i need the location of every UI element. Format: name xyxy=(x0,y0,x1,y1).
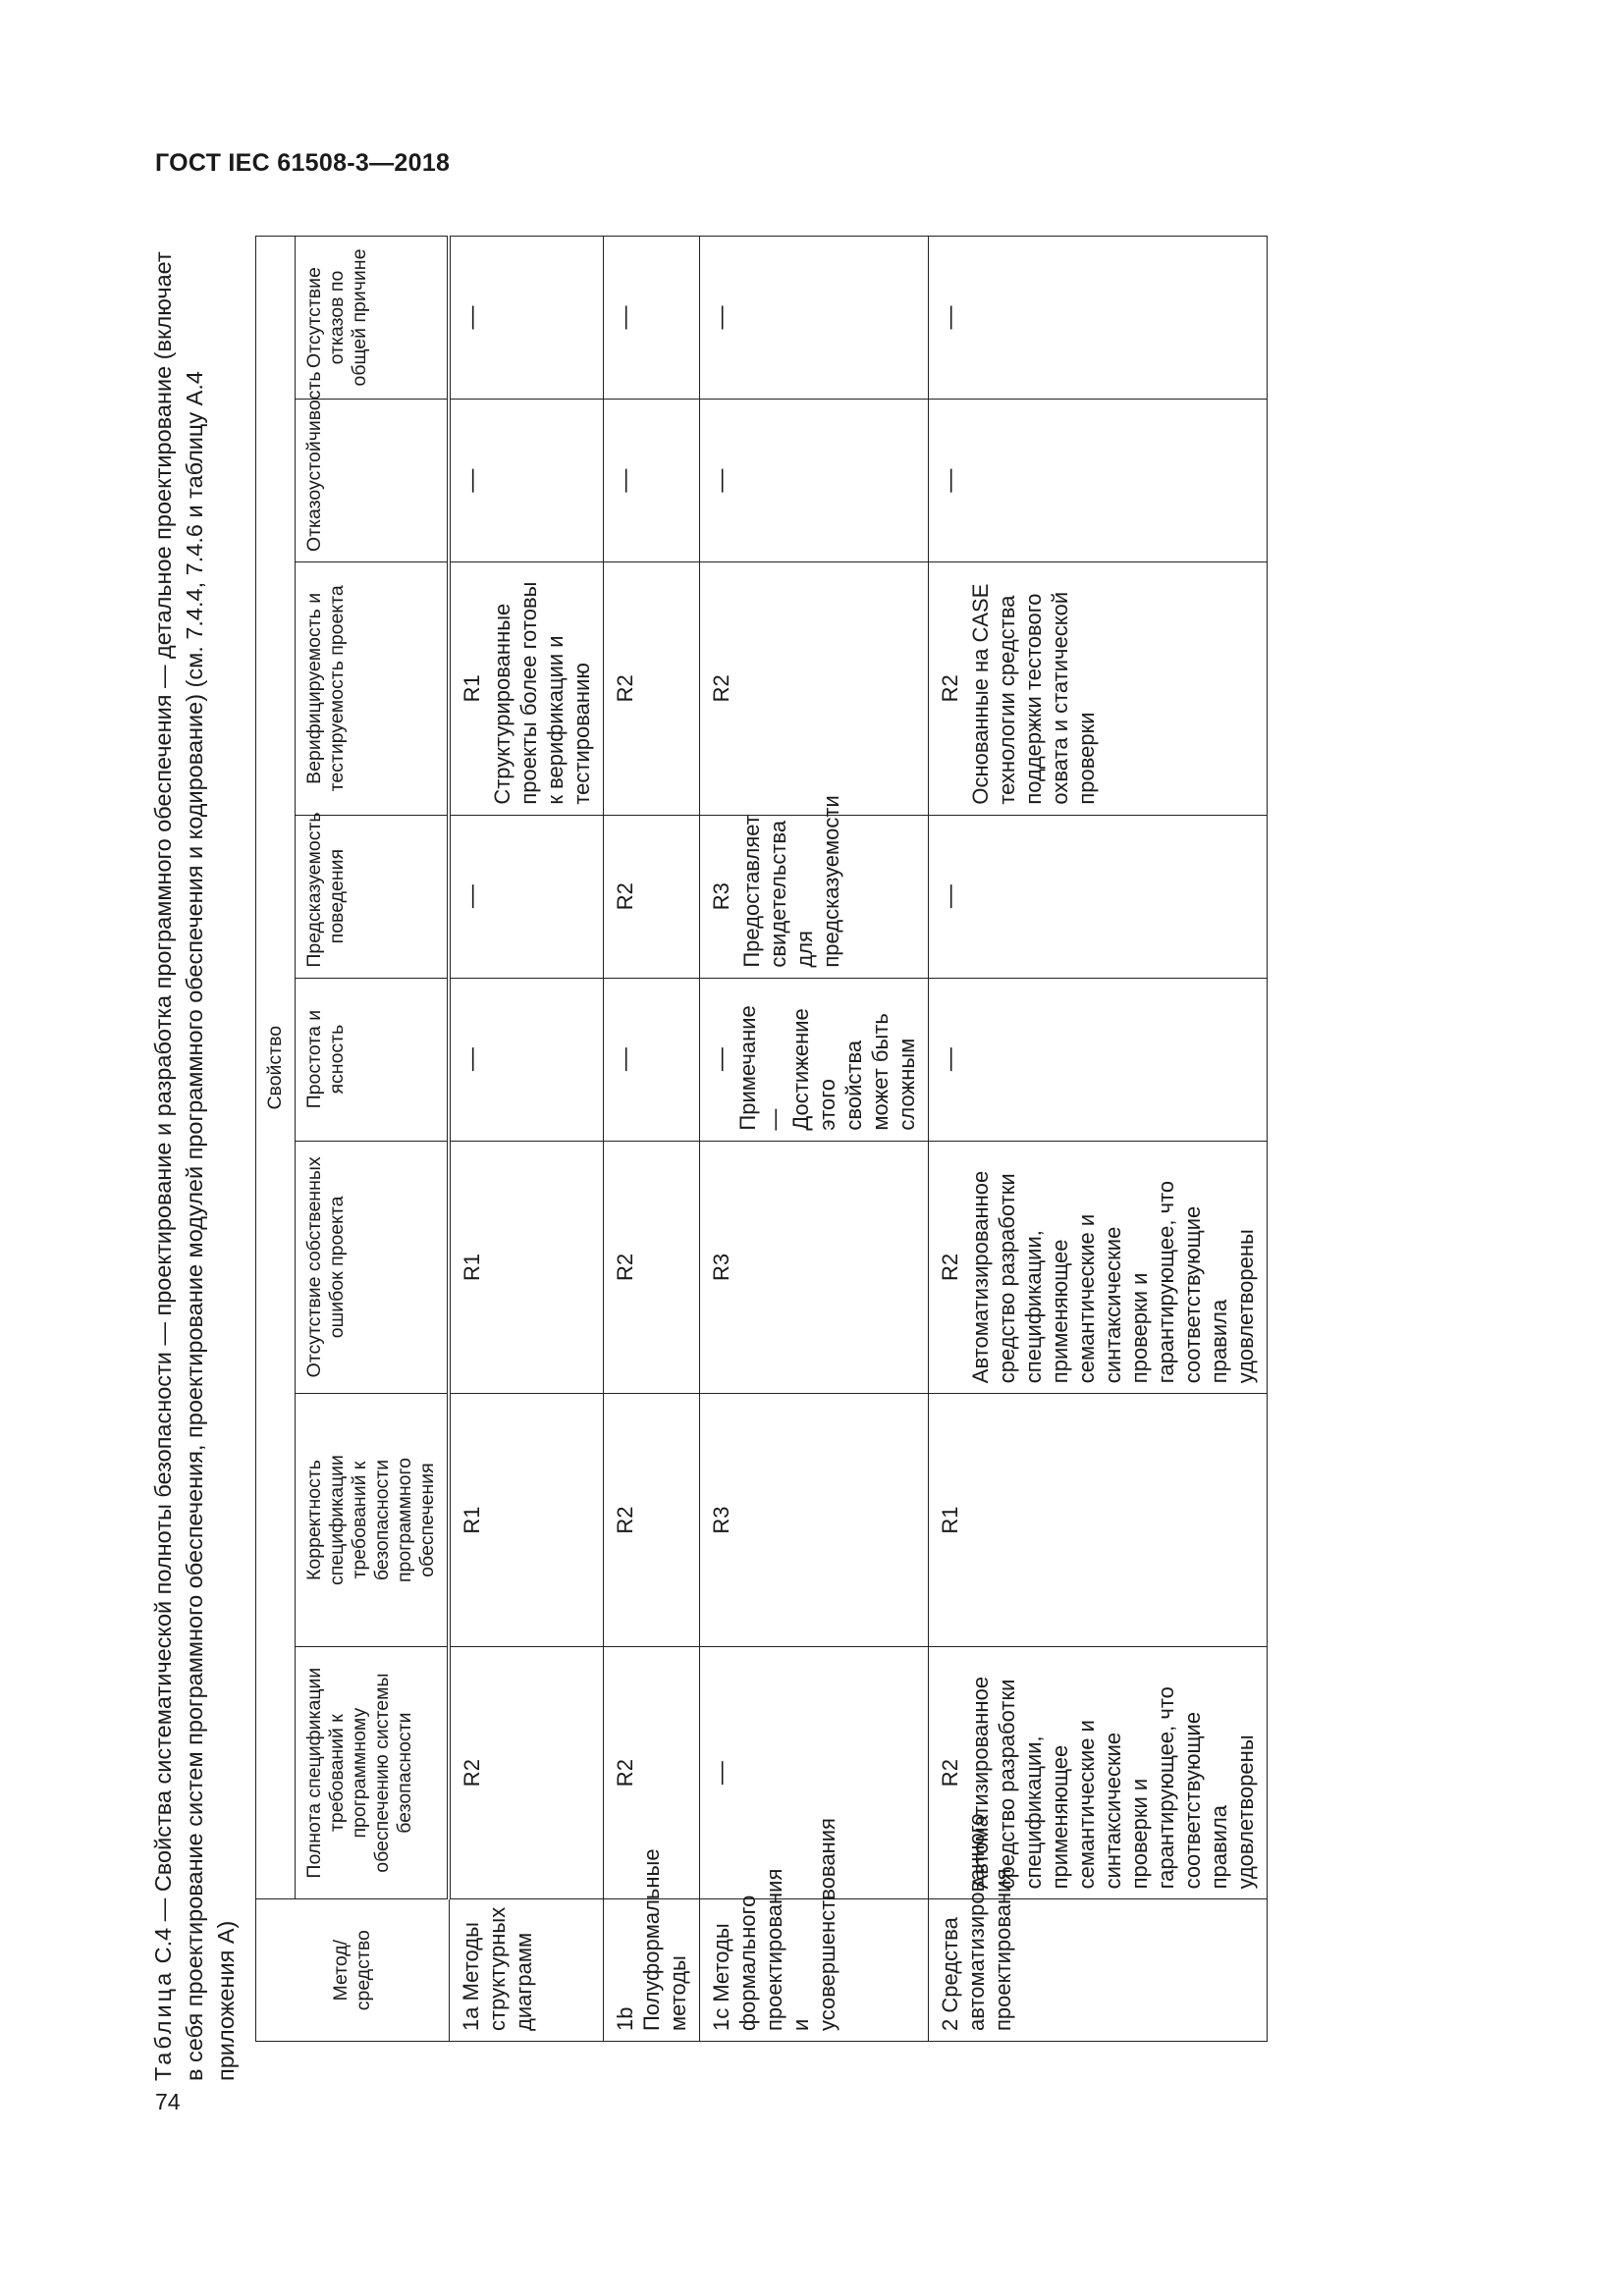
rating-value: R2 xyxy=(613,1759,637,1788)
column-header: Отсутствие собственных ошибок проекта xyxy=(296,1141,450,1394)
rating-value: — xyxy=(708,1047,734,1072)
property-cell xyxy=(449,237,604,400)
rating-value: R2 xyxy=(938,1253,962,1281)
property-cell xyxy=(700,1394,929,1647)
property-cell xyxy=(929,815,1268,978)
rating-value: — xyxy=(612,468,638,493)
rating-value: R1 xyxy=(460,1253,484,1281)
rating-value: R1 xyxy=(938,1506,962,1534)
rating-value: R2 xyxy=(613,1506,637,1534)
rating-value: — xyxy=(459,468,485,493)
cell-comment: Предоставляет свидетельства для предсказуемости xyxy=(739,795,843,968)
property-cell xyxy=(604,978,700,1141)
method-cell: 1а Методы структурных диаграмм xyxy=(449,1899,604,2042)
rating-value: R3 xyxy=(709,1253,733,1281)
property-cell xyxy=(929,978,1268,1141)
property-cell xyxy=(449,815,604,978)
table-row xyxy=(929,237,1268,2042)
rating-value: R2 xyxy=(613,1253,637,1281)
cell-comment: Автоматизированное средство разработки спецификации, применяющее семантические и синтаксические проверки и гарантирующее, что соответствующие правила удовлетворены xyxy=(968,1170,1258,1384)
rating-value: R2 xyxy=(938,1759,962,1788)
property-cell xyxy=(604,815,700,978)
rating-value: — xyxy=(937,468,963,493)
rating-value: — xyxy=(708,1761,734,1786)
property-cell xyxy=(604,1141,700,1394)
property-cell xyxy=(929,1646,1268,1899)
method-cell: 1b Полуформальные методы xyxy=(604,1899,700,2042)
column-header: Простота и ясность xyxy=(296,978,450,1141)
method-cell: 2 Средства автоматизированного проектирования xyxy=(929,1899,1268,2042)
rating-value: — xyxy=(459,305,485,330)
page-number: 74 xyxy=(155,2089,181,2114)
table-row xyxy=(604,237,700,2042)
property-cell xyxy=(604,237,700,400)
table-caption xyxy=(147,236,242,2081)
rating-value: R2 xyxy=(709,674,733,703)
rating-value: R2 xyxy=(938,674,962,703)
rating-value: R1 xyxy=(460,674,484,703)
table-row xyxy=(700,237,929,2042)
rating-value: — xyxy=(937,884,963,909)
property-cell xyxy=(700,400,929,562)
rating-value: — xyxy=(612,1047,638,1072)
rating-value: R2 xyxy=(613,674,637,703)
property-cell xyxy=(929,1141,1268,1394)
property-cell xyxy=(604,400,700,562)
property-cell xyxy=(929,400,1268,562)
property-cell xyxy=(929,1394,1268,1647)
cell-comment: Автоматизированное средство разработки спецификации, применяющее семантические и синтаксические проверки и гарантирующее, что соответствующие правила удовлетворены xyxy=(968,1676,1258,1890)
property-cell xyxy=(700,237,929,400)
method-cell: 1с Методы формального проектирования и усовершенствования xyxy=(700,1899,929,2042)
rating-value: — xyxy=(708,305,734,330)
property-cell xyxy=(700,562,929,816)
property-cell xyxy=(449,978,604,1141)
table-row xyxy=(449,237,604,2042)
column-header: Полнота спецификации требований к программному обеспечению системы безопасности xyxy=(296,1646,450,1899)
rating-value: R2 xyxy=(460,1759,484,1788)
standard-header: ГОСТ IEC 61508-3—2018 xyxy=(155,149,451,177)
property-cell xyxy=(449,1646,604,1899)
property-cell xyxy=(700,1646,929,1899)
rating-value: — xyxy=(937,305,963,330)
property-cell xyxy=(700,1141,929,1394)
property-cell xyxy=(700,978,929,1141)
column-header: Предсказуемость поведения xyxy=(296,815,450,978)
rating-value: — xyxy=(459,1047,485,1072)
property-cell xyxy=(449,562,604,816)
cell-comment: Основанные на CASE технологии средства поддержки тестового охвата и статической проверки xyxy=(968,583,1099,805)
caption-number: С.4 xyxy=(150,1927,176,1964)
method-header: Метод/ средство xyxy=(256,1899,450,2042)
caption-text: — Свойства систематической полноты безопасности — проектирование и разработка программного обеспечения — детальное проектирование (включает в себя проектирование систем программного обеспечения, проектирование модулей программного обеспечения и кодирование) (см. 7.4.4, 7.4.6 и таблицу А.4 приложения А) xyxy=(150,251,239,2081)
cell-comment: Структурированные проекты более готовы к верификации и тестированию xyxy=(490,581,594,805)
property-cell xyxy=(449,400,604,562)
rating-value: R3 xyxy=(709,1506,733,1534)
rating-value: R3 xyxy=(709,882,733,911)
properties-table xyxy=(255,236,1268,2042)
rating-value: R1 xyxy=(460,1506,484,1534)
rating-value: — xyxy=(708,468,734,493)
column-header: Корректность спецификации требований к безопасности программного обеспечения xyxy=(296,1394,450,1647)
column-header: Отказоустойчивость xyxy=(296,400,450,562)
property-cell xyxy=(604,562,700,816)
rating-value: — xyxy=(937,1047,963,1072)
column-header: Отсутствие отказов по общей причине xyxy=(296,237,450,400)
rating-value: — xyxy=(459,884,485,909)
property-cell xyxy=(604,1394,700,1647)
rotated-table-page xyxy=(147,231,1443,2081)
column-header: Верифицируемость и тестируемость проекта xyxy=(296,562,450,816)
property-cell xyxy=(449,1394,604,1647)
cell-comment: Примечание — Достижение этого свойства может быть сложным xyxy=(735,1005,919,1131)
property-cell xyxy=(449,1141,604,1394)
caption-label: Таблица xyxy=(150,1969,176,2081)
rating-value: R2 xyxy=(613,882,637,911)
property-cell xyxy=(929,562,1268,816)
rating-value: — xyxy=(612,305,638,330)
property-cell xyxy=(929,237,1268,400)
property-cell xyxy=(700,795,929,978)
property-group-header: Свойство xyxy=(256,237,296,1899)
